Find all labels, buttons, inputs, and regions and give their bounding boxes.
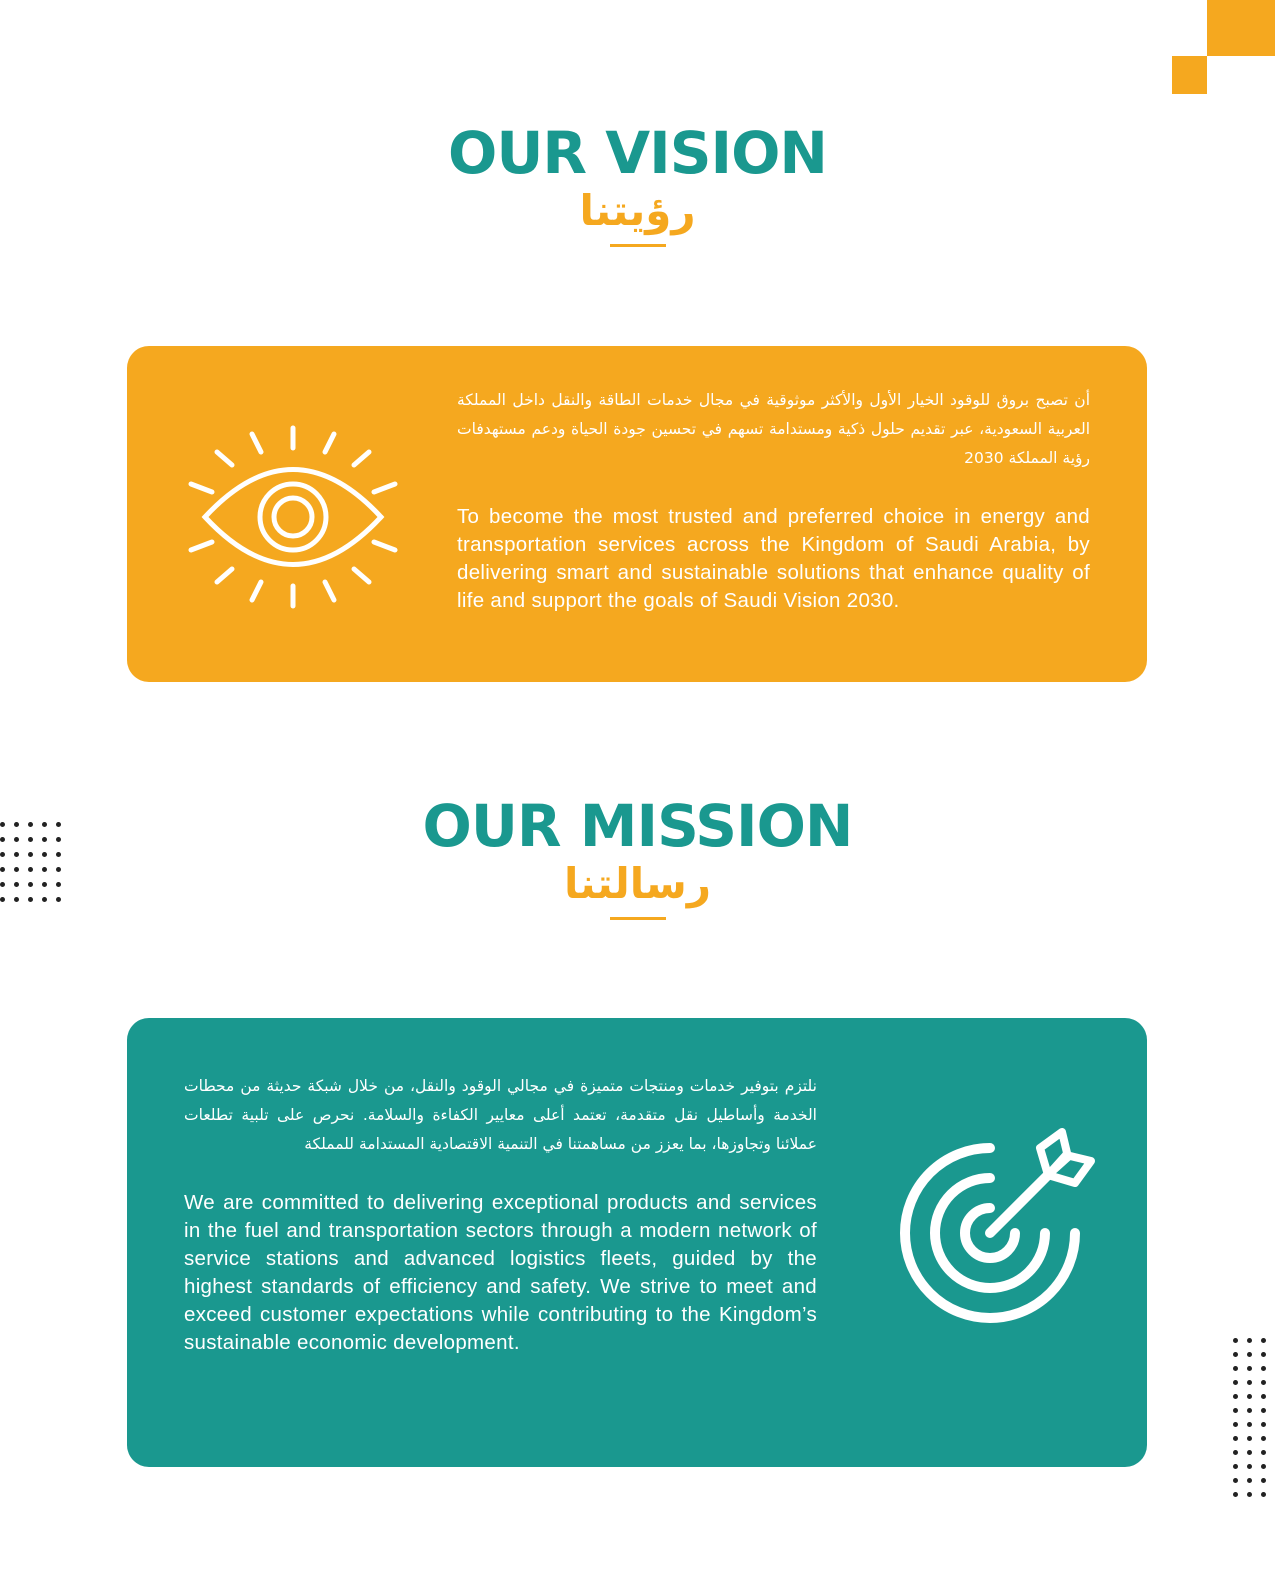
dot [1261, 1352, 1266, 1357]
dot [1247, 1366, 1252, 1371]
dot [1233, 1408, 1238, 1413]
dot [1261, 1394, 1266, 1399]
vision-title: OUR VISION [448, 119, 827, 187]
dot [1233, 1338, 1238, 1343]
vision-title-arabic: رؤيتنا [579, 186, 696, 235]
dot [1261, 1366, 1266, 1371]
dot [1261, 1478, 1266, 1483]
dot [1233, 1450, 1238, 1455]
mission-title-arabic: رسالتنا [563, 859, 712, 908]
dot [1247, 1436, 1252, 1441]
dot [1247, 1422, 1252, 1427]
dot [1233, 1492, 1238, 1497]
dot [1261, 1492, 1266, 1497]
vision-heading [0, 119, 1275, 247]
dot [1247, 1464, 1252, 1469]
vision-text [457, 386, 1090, 615]
dot [1261, 1380, 1266, 1385]
mission-text [184, 1072, 817, 1357]
mission-card [127, 1018, 1147, 1467]
dot [1233, 1394, 1238, 1399]
dot [1233, 1436, 1238, 1441]
mission-text-arabic: نلتزم بتوفير خدمات ومنتجات متميزة في مجالي الوقود والنقل، من خلال شبكة حديثة من محطات الخدمة وأساطيل نقل متقدمة، تعتمد أعلى معايير الكفاءة والسلامة. نحرص على تلبية تطلعات عملائنا وتجاوزها، بما يعزز من مساهمتنا في التنمية الاقتصادية المستدامة للمملكة [184, 1077, 817, 1153]
corner-square-small [1172, 56, 1207, 94]
dot [1261, 1422, 1266, 1427]
dot [1247, 1408, 1252, 1413]
mission-text-english: We are committed to delivering exceptional products and services in the fuel and transportation sectors through a modern network of service stations and advanced logistics fleets, guided by the highest standards of efficiency and safety. We strive to meet and exceed customer expectations while contributing to the Kingdom’s sustainable economic development. [184, 1191, 817, 1354]
dot [1261, 1436, 1266, 1441]
vision-underline [610, 244, 666, 247]
mission-title: OUR MISSION [422, 792, 853, 860]
vision-text-english: To become the most trusted and preferred choice in energy and transportation services across the Kingdom of Saudi Arabia, by delivering smart and sustainable solutions that enhance quality of life and support the goals of Saudi Vision 2030. [457, 505, 1090, 612]
vision-text-arabic: أن تصبح بروق للوقود الخيار الأول والأكثر موثوقية في مجال خدمات الطاقة والنقل داخل المملكة العربية السعودية، عبر تقديم حلول ذكية ومستدامة تسهم في تحسين جودة الحياة ودعم مستهدفات رؤية المملكة 2030 [457, 391, 1090, 467]
dot [1233, 1380, 1238, 1385]
dot [1233, 1366, 1238, 1371]
dot [1247, 1352, 1252, 1357]
vision-card [127, 346, 1147, 682]
dot [1261, 1464, 1266, 1469]
dot [1247, 1394, 1252, 1399]
dot [1247, 1380, 1252, 1385]
dot [1233, 1352, 1238, 1357]
dot-grid-right [1233, 1338, 1266, 1497]
dot [1261, 1408, 1266, 1413]
dot [1247, 1450, 1252, 1455]
dot [1247, 1338, 1252, 1343]
dot [1247, 1478, 1252, 1483]
mission-underline [610, 917, 666, 920]
dot [1261, 1338, 1266, 1343]
target-arrow-icon [890, 1126, 1100, 1336]
mission-heading [0, 792, 1275, 920]
dot [1261, 1450, 1266, 1455]
eye-icon [183, 422, 403, 612]
dot [1247, 1492, 1252, 1497]
dot [1233, 1464, 1238, 1469]
dot [1233, 1478, 1238, 1483]
corner-square-large [1207, 0, 1275, 56]
dot [1233, 1422, 1238, 1427]
